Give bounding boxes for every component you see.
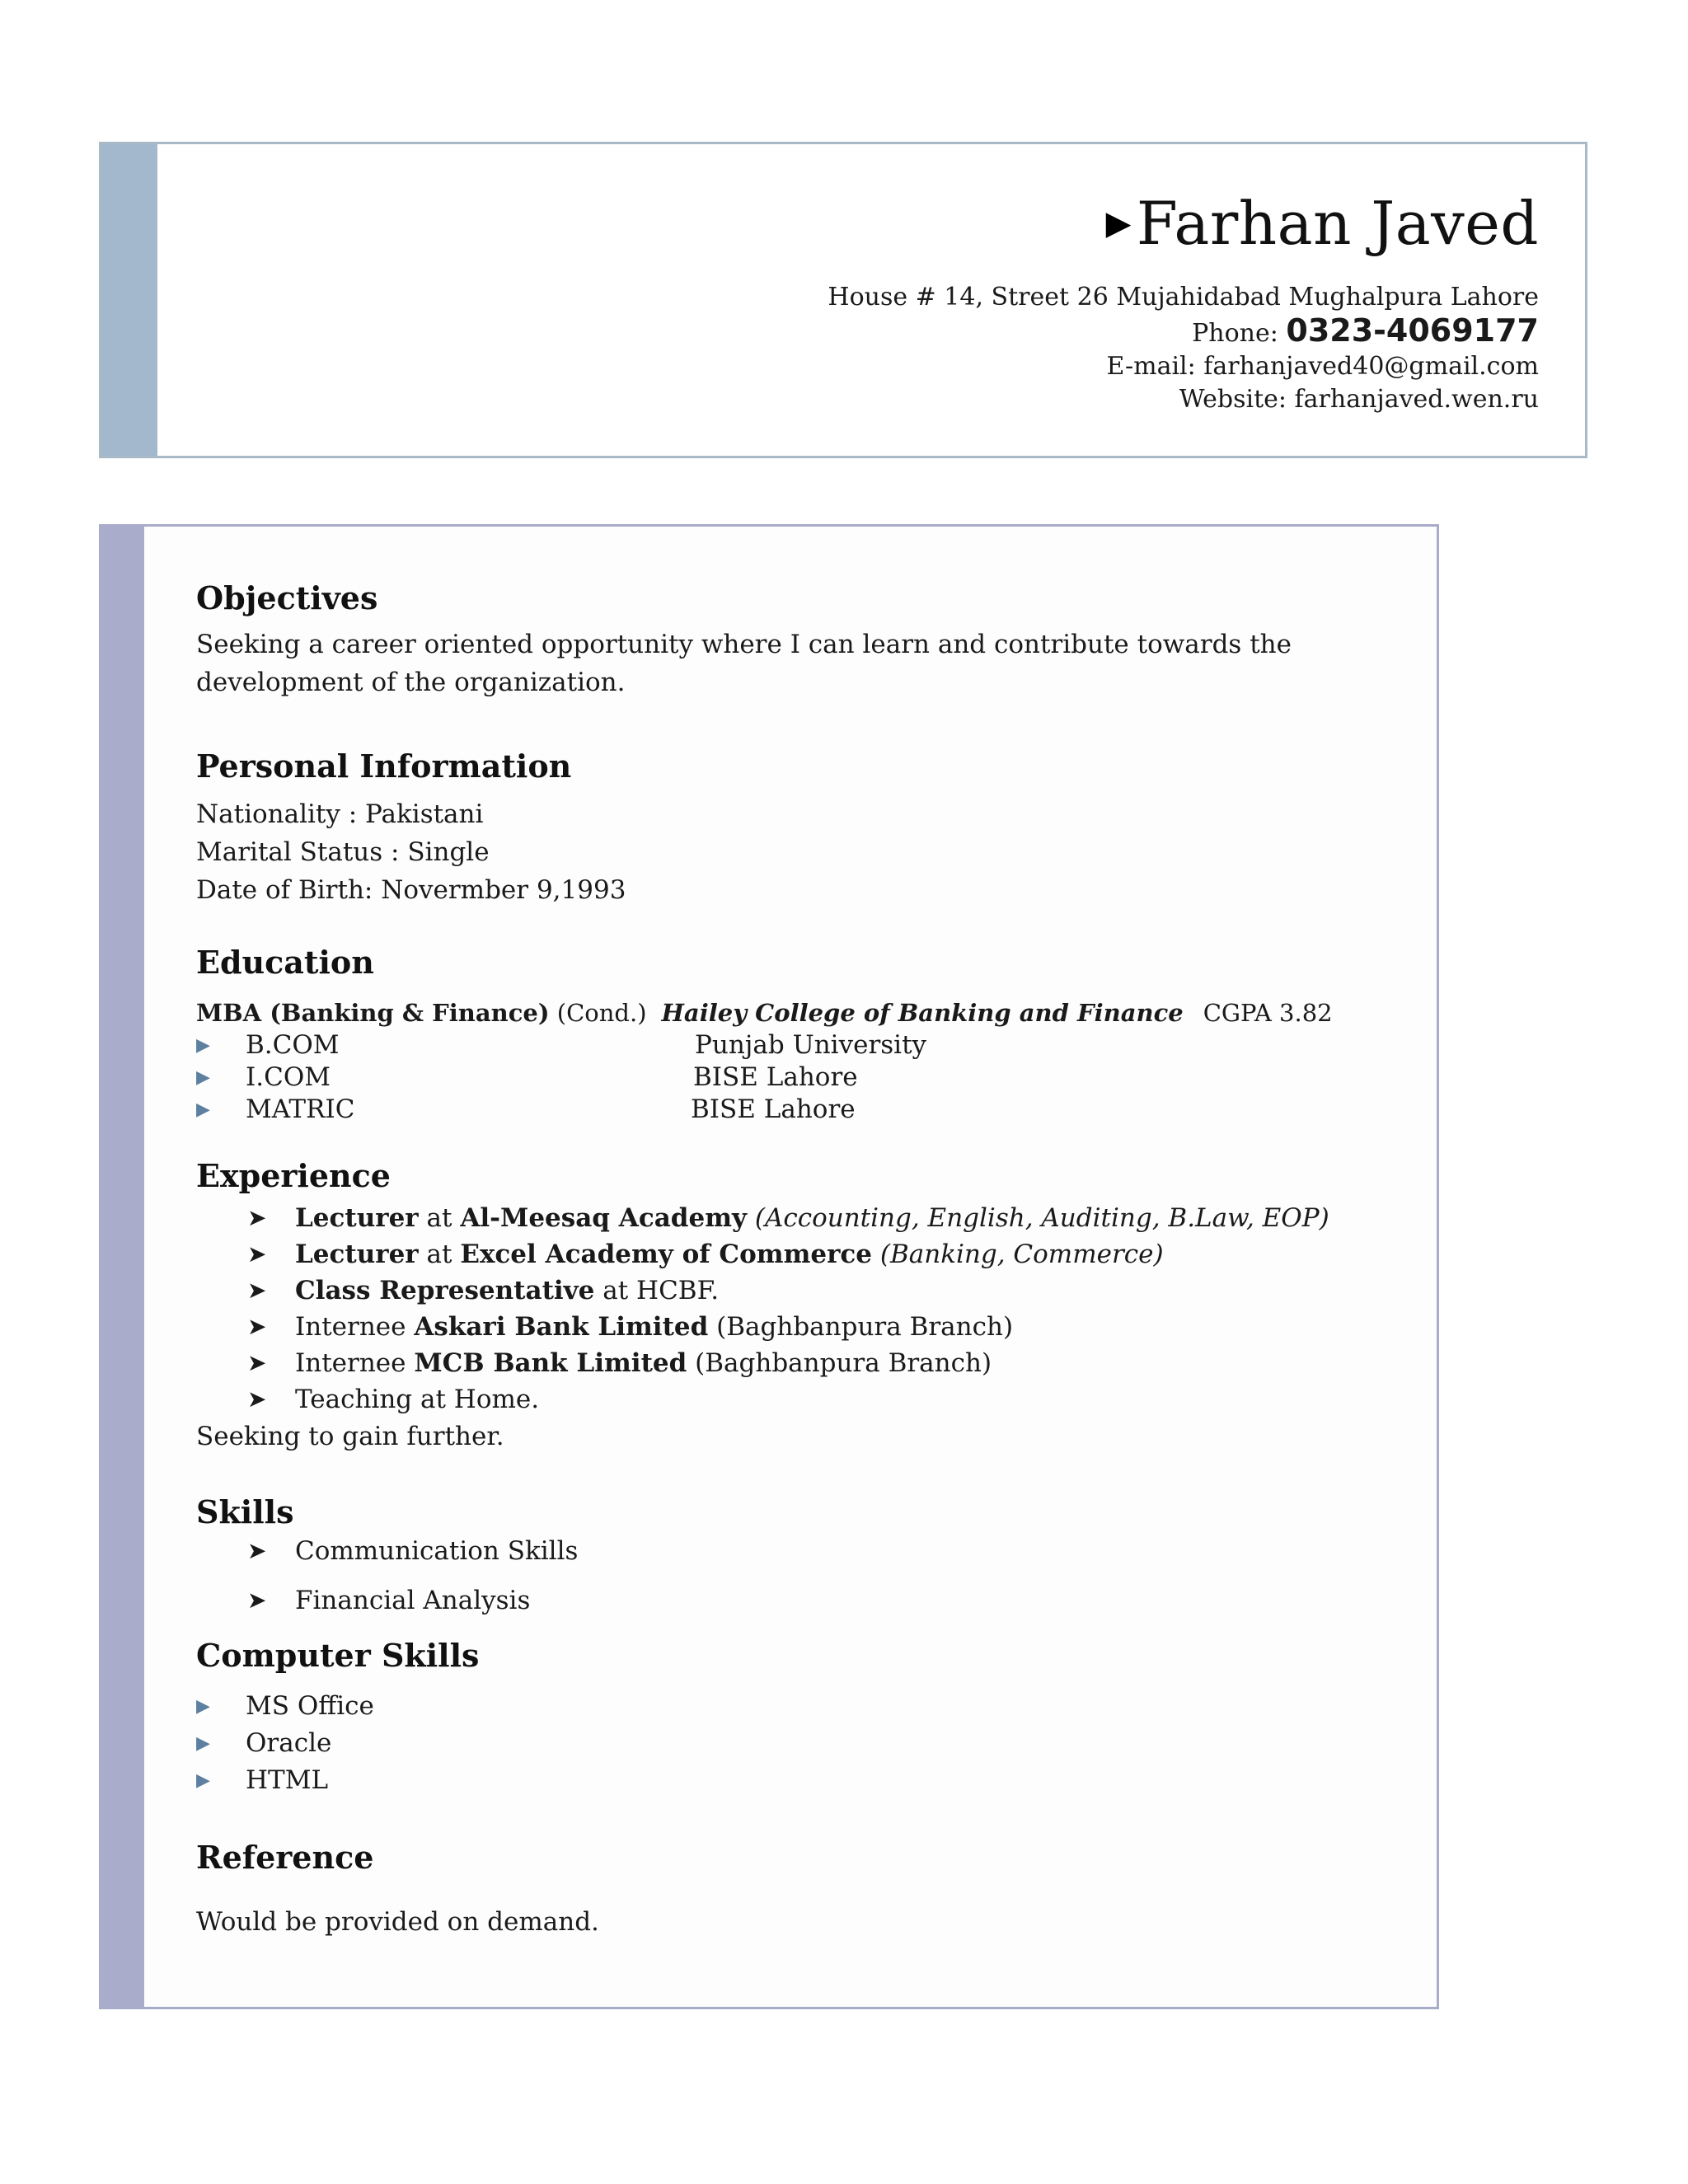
nationality: Nationality : Pakistani [196,799,484,829]
triangle-bullet-icon: ▶ [196,1067,210,1088]
header-accent-stripe [101,144,157,456]
exp-role: Lecturer [295,1240,419,1269]
phone-number: 0323-4069177 [1286,312,1539,349]
computer-skill-item [196,1688,1400,1725]
edu-main-degree: MBA (Banking & Finance) [196,999,550,1027]
exp-prefix: Teaching at Home. [295,1385,540,1414]
computer-skills-list [196,1688,1400,1799]
edu-degree: MATRIC [246,1094,355,1124]
education-item [196,1094,1400,1126]
exp-subjects: (Accounting, English, Auditing, B.Law, EOP) [747,1203,1329,1233]
skill-label: Communication Skills [295,1536,579,1566]
triangle-bullet-icon: ▶ [196,1733,210,1754]
exp-connector: (Baghbanpura Branch) [687,1348,992,1378]
reference-heading: Reference [196,1839,374,1876]
arrowhead-bullet-icon: ➤ [247,1277,267,1304]
exp-connector: at [418,1203,461,1233]
computer-skill-label: Oracle [246,1728,332,1758]
body-accent-stripe [101,527,144,2007]
arrowhead-bullet-icon: ➤ [247,1586,267,1614]
edu-board: BISE Lahore [691,1094,856,1124]
experience-item [196,1272,1400,1309]
edu-board: Punjab University [695,1030,927,1060]
experience-footer: Seeking to gain further. [196,1422,504,1451]
triangle-bullet-icon: ▶ [196,1696,210,1717]
website: Website: farhanjaved.wen.ru [1179,385,1539,414]
email: E-mail: farhanjaved40@gmail.com [1106,352,1539,381]
skill-item [196,1526,1400,1576]
exp-prefix: Internee [295,1348,415,1378]
arrowhead-bullet-icon: ➤ [247,1313,267,1340]
arrowhead-bullet-icon: ➤ [247,1537,267,1564]
edu-degree: B.COM [246,1030,340,1060]
experience-heading: Experience [196,1157,391,1194]
computer-skill-label: HTML [246,1765,329,1795]
experience-list [196,1200,1400,1418]
arrowhead-bullet-icon: ➤ [247,1349,267,1376]
computer-skill-item [196,1762,1400,1799]
experience-item [196,1200,1400,1236]
contact-block [828,189,1539,416]
exp-role: Askari Bank Limited [414,1312,709,1342]
exp-connector: at [418,1240,461,1269]
education-item [196,1062,1400,1094]
triangle-bullet-icon: ▶ [196,1770,210,1791]
arrowhead-bullet-icon: ➤ [247,1204,267,1231]
exp-prefix: Internee [295,1312,415,1342]
education-item [196,1029,1400,1062]
marital-status: Marital Status : Single [196,837,490,867]
education-heading: Education [196,944,374,981]
edu-main-institute: Hailey College of Banking and Finance [661,999,1184,1027]
exp-org: Al-Meesaq Academy [460,1203,748,1233]
triangle-right-icon: ▶ [1105,204,1132,242]
exp-org: Excel Academy of Commerce [460,1240,873,1269]
address: House # 14, Street 26 Mujahidabad Mughalpura Lahore [828,283,1539,312]
header-box [99,142,1587,458]
experience-item [196,1309,1400,1345]
objectives-text: Seeking a career oriented opportunity where I can learn and contribute towards the development of the organization. [196,630,1292,697]
resume-content [196,578,1400,1941]
skills-heading: Skills [196,1493,294,1530]
exp-connector: at HCBF. [594,1276,720,1305]
arrowhead-bullet-icon: ➤ [247,1240,267,1268]
edu-main-cgpa: CGPA 3.82 [1203,999,1333,1027]
education-list [196,1029,1400,1126]
personal-info [196,795,1400,909]
computer-skill-item [196,1725,1400,1762]
exp-role: MCB Bank Limited [414,1348,687,1378]
computer-skills-heading: Computer Skills [196,1637,480,1674]
experience-item [196,1236,1400,1272]
edu-main-status: (Cond.) [549,999,647,1027]
applicant-name: Farhan Javed [1136,189,1539,258]
phone-label: Phone: [1192,319,1287,348]
triangle-bullet-icon: ▶ [196,1035,210,1056]
computer-skill-label: MS Office [246,1691,374,1721]
objectives-heading: Objectives [196,579,378,616]
exp-subjects: (Banking, Commerce) [872,1240,1164,1269]
experience-item [196,1381,1400,1418]
name-row [828,189,1539,258]
experience-item [196,1345,1400,1381]
reference-text: Would be provided on demand. [196,1907,599,1937]
exp-role: Lecturer [295,1203,419,1233]
triangle-bullet-icon: ▶ [196,1099,210,1120]
skill-label: Financial Analysis [295,1586,531,1615]
edu-board: BISE Lahore [693,1062,858,1092]
phone-line [828,314,1539,350]
skill-item [196,1576,1400,1625]
skills-list [196,1526,1400,1625]
arrowhead-bullet-icon: ➤ [247,1385,267,1413]
exp-connector: (Baghbanpura Branch) [708,1312,1014,1342]
edu-degree: I.COM [246,1062,331,1092]
date-of-birth: Date of Birth: Novermber 9,1993 [196,875,626,905]
exp-role: Class Representative [295,1276,595,1305]
resume-body [99,524,1439,2009]
edu-main-row [196,996,1400,1029]
personal-heading: Personal Information [196,748,572,785]
